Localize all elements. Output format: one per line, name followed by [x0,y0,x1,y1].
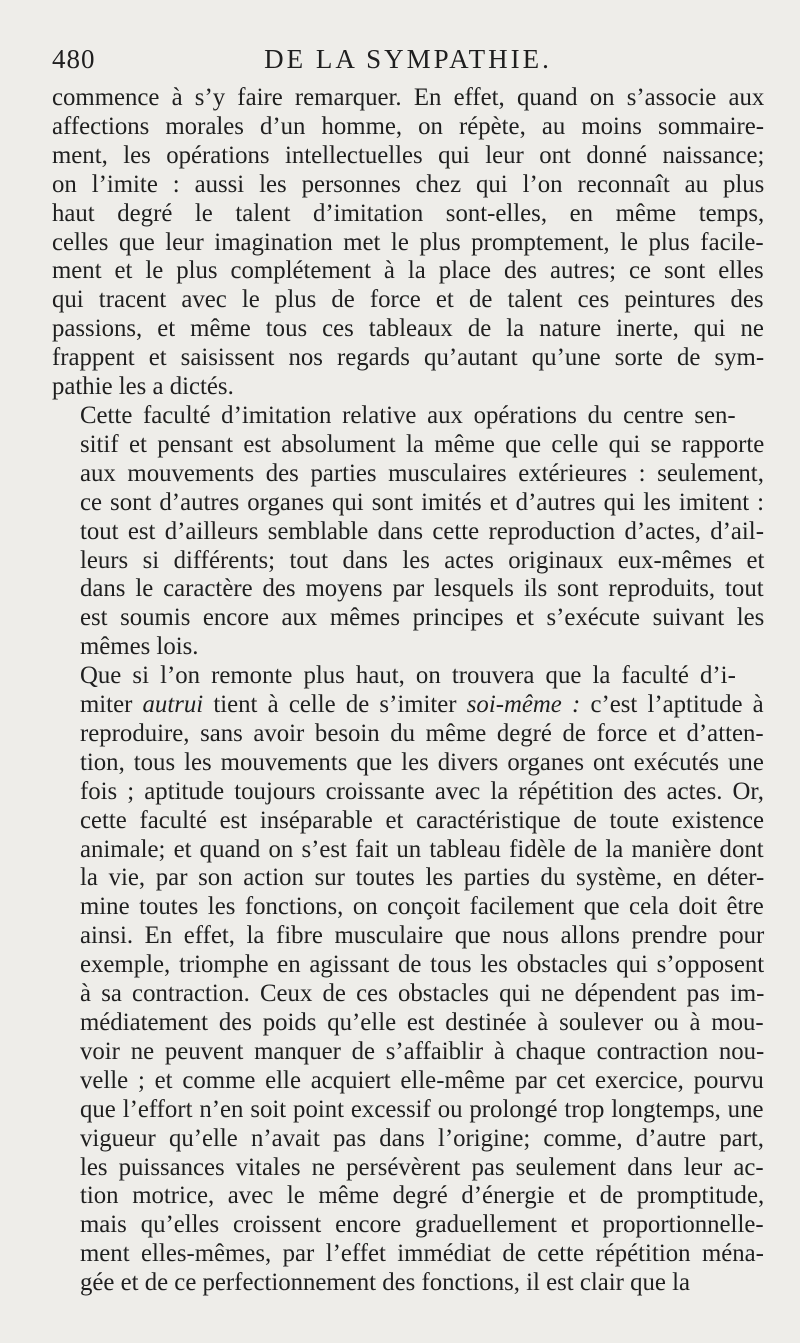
page-body [52,84,764,1298]
text-segment: sitif et pensant est absolument la même que celle qui se rapporte [80,430,765,458]
text-line [52,691,764,720]
text-line [52,662,764,691]
text-line [52,84,764,113]
text-line [52,229,764,258]
text-line [52,778,764,807]
text-line [52,893,764,922]
page-header [52,40,764,84]
text-segment: tient à celle de s’imiter [203,691,467,719]
text-segment: passions, et même tous ces tableaux de la nature inerte, qui ne [52,315,764,343]
text-line [52,1269,764,1298]
paragraph [52,84,764,402]
text-segment: exemple, triomphe en agissant de tous les obstacles qui s’opposent [80,951,765,979]
text-segment: tout est d’ailleurs semblable dans cette reproduction d’actes, d’ail- [80,517,764,545]
text-segment: mais qu’elles croissent encore graduellement et proportionnelle- [80,1211,764,1239]
text-segment: frappent et saisissent nos regards qu’autant qu’une sorte de sym- [52,344,765,372]
text-segment: ainsi. En effet, la fibre musculaire que nous allons prendre pour [80,922,765,950]
text-segment: la vie, par son action sur toutes les parties du système, en déter- [80,864,765,892]
text-line [52,113,764,142]
text-segment: animale; et quand on s’est fait un tableau fidèle de la manière dont [80,835,764,863]
text-segment: leurs si différents; tout dans les actes originaux eux-mêmes et [80,546,765,574]
page-number: 480 [52,44,96,74]
text-segment: ment elles-mêmes, par l’effet immédiat de cette répétition ména- [80,1240,764,1268]
paragraph [52,402,764,662]
text-segment: on l’imite : aussi les personnes chez qui l’on reconnaît au plus [52,170,765,198]
text-line [52,1125,764,1154]
text-line [52,1067,764,1096]
text-segment: Que si l’on remonte plus haut, on trouvera que la faculté d’i- [80,662,736,690]
text-line [52,344,764,373]
text-line [52,373,764,402]
running-title: DE LA SYMPATHIE. [264,44,552,74]
text-segment: à sa contraction. Ceux de ces obstacles qui ne dépendent pas im- [80,980,765,1008]
text-segment: gée et de ce perfectionnement des fonctions, il est clair que la [80,1269,691,1297]
text-line [52,402,764,431]
text-segment: tion, tous les mouvements que les divers organes ont exécutés une [80,748,764,776]
text-segment: c’est l’aptitude à [580,691,764,719]
text-segment: mine toutes les fonctions, on conçoit facilement que cela doit être [80,893,764,921]
text-line [52,1240,764,1269]
text-line [52,257,764,286]
text-segment: vigueur qu’elle n’avait pas dans l’origine; comme, d’autre part, [80,1124,764,1152]
text-segment: les puissances vitales ne persévèrent pas seulement dans leur ac- [80,1153,764,1181]
text-segment: ment et le plus complétement à la place des autres; ce sont elles [52,257,764,285]
text-segment: fois ; aptitude toujours croissante avec la répétition des actes. Or, [80,777,764,805]
text-line [52,200,764,229]
text-line [52,807,764,836]
paragraph [52,662,764,1298]
text-line [52,922,764,951]
text-segment: velle ; et comme elle acquiert elle-même par cet exercice, pourvu [80,1066,764,1094]
text-segment: aux mouvements des parties musculaires extérieures : seulement, [80,459,764,487]
text-segment: pathie les a dictés. [52,373,234,401]
text-line [52,518,764,547]
text-line [52,864,764,893]
text-line [52,489,764,518]
text-line [52,951,764,980]
text-segment: voir ne peuvent manquer de s’affaiblir à chaque contraction nou- [80,1037,765,1065]
text-segment: qui tracent avec le plus de force et de talent ces peintures des [52,286,764,314]
text-segment: ment, les opérations intellectuelles qui leur ont donné naissance; [52,141,765,169]
text-segment: Cette faculté d’imitation relative aux opérations du centre sen- [80,401,736,429]
text-line [52,1154,764,1183]
text-line [52,1211,764,1240]
text-line [52,286,764,315]
text-segment: tion motrice, avec le même degré d’énergie et de promptitude, [80,1182,765,1210]
text-line [52,431,764,460]
text-segment: dans le caractère des moyens par lesquels ils sont reproduits, tout [80,575,764,603]
text-segment: celles que leur imagination met le plus promptement, le plus facile- [52,228,764,256]
text-segment: miter [80,691,143,719]
text-line [52,547,764,576]
text-line [52,749,764,778]
text-segment: mêmes lois. [80,633,199,661]
text-segment: haut degré le talent d’imitation sont-elles, en même temps, [52,199,765,227]
text-line [52,460,764,489]
text-segment: affections morales d’un homme, on répète, au moins sommaire- [52,112,765,140]
text-segment: commence à s’y faire remarquer. En effet, quand on s’associe aux [52,84,765,111]
text-segment: ce sont d’autres organes qui sont imités et d’autres qui les imitent : [80,488,765,516]
text-line [52,575,764,604]
text-segment: que l’effort n’en soit point excessif ou prolongé trop longtemps, une [80,1095,764,1123]
text-line [52,1182,764,1211]
text-segment: cette faculté est inséparable et caractéristique de toute existence [80,806,764,834]
text-segment: est soumis encore aux mêmes principes et s’exécute suivant les [80,604,765,632]
text-line [52,142,764,171]
text-line [52,1096,764,1125]
text-segment: médiatement des poids qu’elle est destinée à soulever ou à mou- [80,1009,764,1036]
italic-text: soi-même : [466,691,581,719]
text-line [52,633,764,662]
text-segment: reproduire, sans avoir besoin du même degré de force et d’atten- [80,719,764,747]
italic-text: autrui [142,691,204,719]
text-line [52,171,764,200]
text-line [52,315,764,344]
text-line [52,1038,764,1067]
text-line [52,1009,764,1038]
text-line [52,720,764,749]
text-line [52,980,764,1009]
text-line [52,836,764,865]
text-line [52,604,764,633]
